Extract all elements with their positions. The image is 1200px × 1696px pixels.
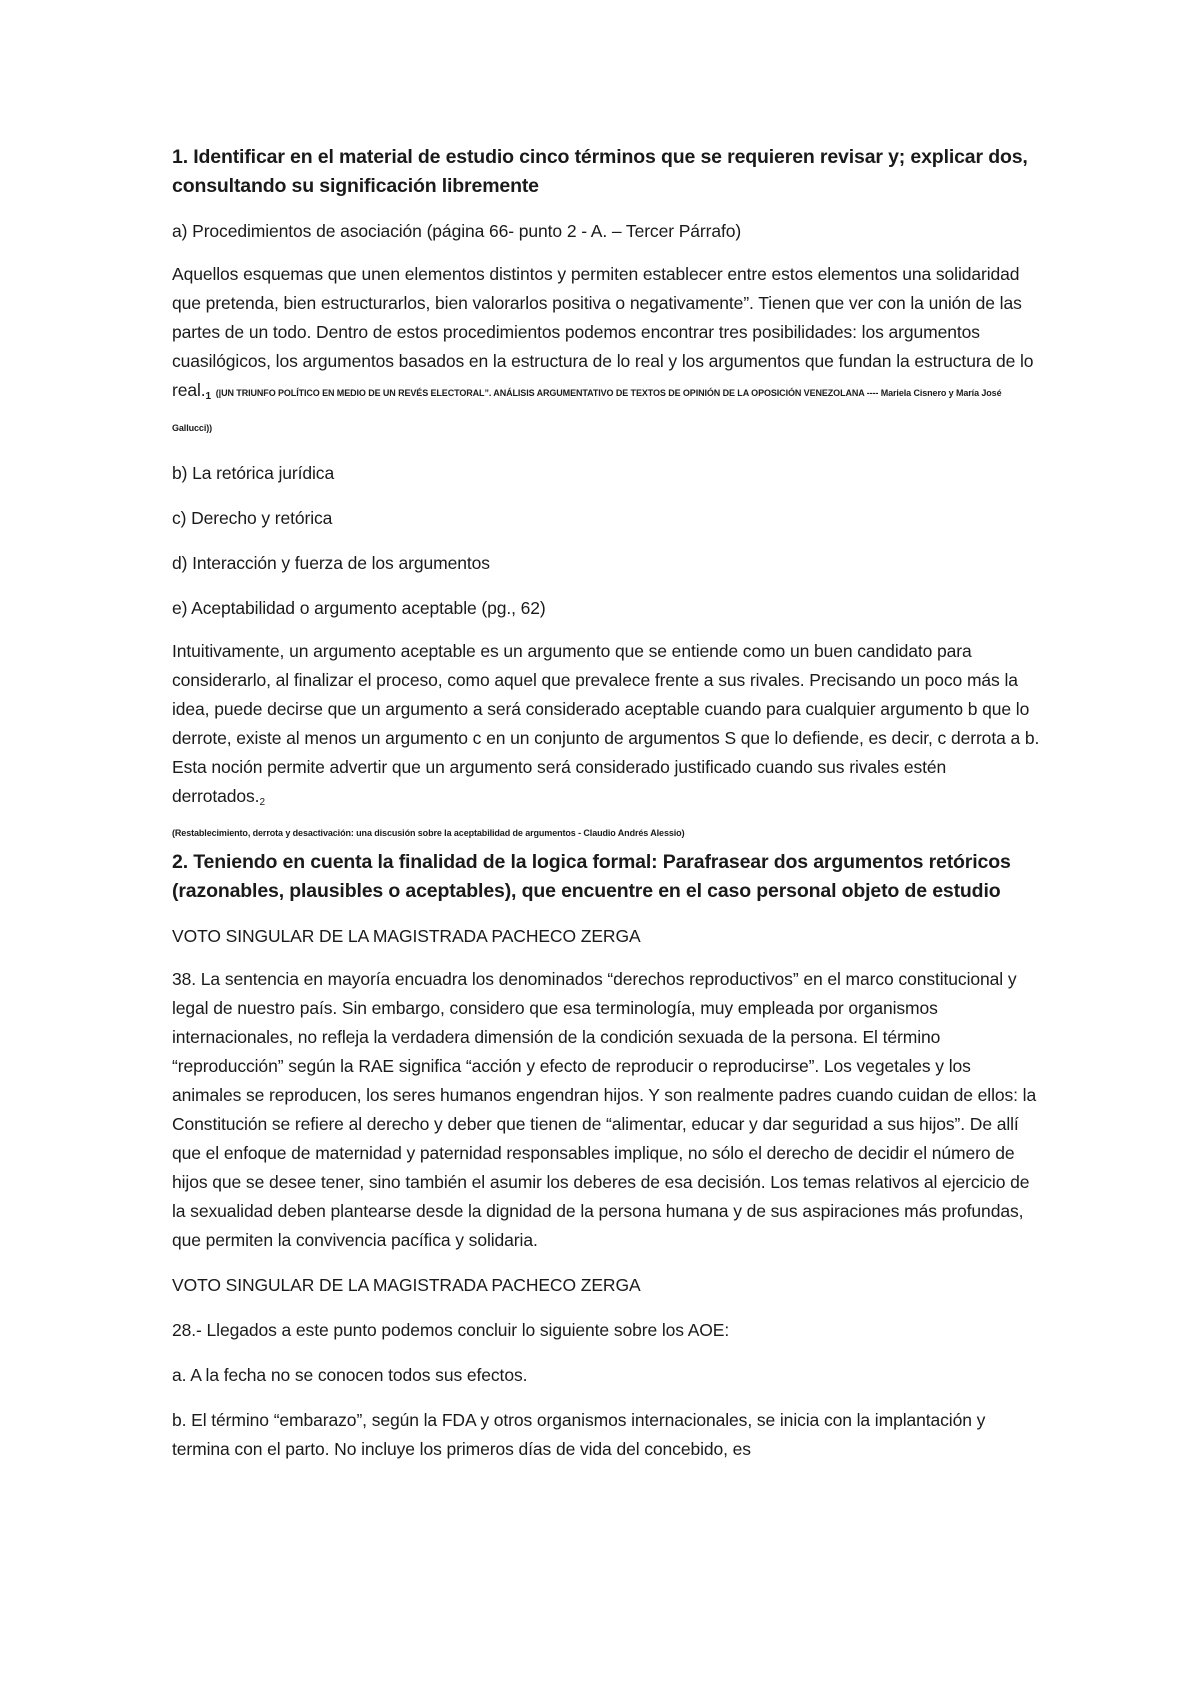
item-e-heading: e) Aceptabilidad o argumento aceptable (pg., 62) [172, 598, 546, 618]
footnote-2-citation: (Restablecimiento, derrota y desactivación: una discusión sobre la aceptabilidad de argumentos - Claudio Andrés Alessio) [172, 828, 685, 838]
item-a-body-text: Aquellos esquemas que unen elementos distintos y permiten establecer entre estos elementos una solidaridad que pretenda, bien estructurarlos, bien valorarlos positiva o negativamente”. Tienen que ver con la unión de las partes de un todo. Dentro de estos procedimientos podemos encontrar tres posibilidades: los argumentos cuasilógicos, los argumentos basados en la estructura de lo real y los argumentos que fundan la estructura de lo real. [172, 264, 1034, 400]
item-d-heading: d) Interacción y fuerza de los argumentos [172, 553, 490, 573]
item-e-body [172, 637, 1042, 817]
item-c-heading: c) Derecho y retórica [172, 508, 333, 528]
item-a-body [172, 260, 1042, 443]
question-2-title: 2. Teniendo en cuenta la finalidad de la logica formal: Parafrasear dos argumentos retóricos (razonables, plausibles o aceptables), que encuentre en el caso personal objeto de estudio [172, 851, 1011, 902]
vote-1-body: 38. La sentencia en mayoría encuadra los denominados “derechos reproductivos” en el marco constitucional y legal de nuestro país. Sin embargo, considero que esa terminología, muy empleada por organismos internacionales, no refleja la verdadera dimensión de la condición sexuada de la persona. El término “reproducción” según la RAE significa “acción y efecto de reproducir o reproducirse”. Los vegetales y los animales se reproducen, los seres humanos engendran hijos. Y son realmente padres cuando cuidan de ellos: la Constitución se refiere al derecho y deber que tienen de “alimentar, educar y dar seguridad a sus hijos”. De allí que el enfoque de maternidad y paternidad responsables implique, no sólo el derecho de decidir el número de hijos que se desee tener, sino también el asumir los deberes de esa decisión. Los temas relativos al ejercicio de la sexualidad deben plantearse desde la dignidad de la persona humana y de sus aspiraciones más profundas, que permiten la convivencia pacífica y solidaria. [172, 969, 1037, 1250]
vote-2-point-b: b. El término “embarazo”, según la FDA y otros organismos internacionales, se inicia con la implantación y termina con el parto. No incluye los primeros días de vida del concebido, es [172, 1410, 986, 1459]
footnote-1-mark: 1 [205, 391, 212, 402]
footnote-1-citation: (|UN TRIUNFO POLÍTICO EN MEDIO DE UN REVÉS ELECTORAL”. ANÁLISIS ARGUMENTATIVO DE TEXTOS DE OPINIÓN DE LA OPOSICIÓN VENEZOLANA ---- Mariela Cisnero y María José Gallucci)) [172, 388, 1002, 433]
item-a-heading: a) Procedimientos de asociación (página 66- punto 2 - A. – Tercer Párrafo) [172, 221, 742, 241]
footnote-2-mark: 2 [259, 797, 265, 808]
question-1-title: 1. Identificar en el material de estudio cinco términos que se requieren revisar y; explicar dos, consultando su significación libremente [172, 146, 1028, 197]
vote-2-intro: 28.- Llegados a este punto podemos concluir lo siguiente sobre los AOE: [172, 1320, 730, 1340]
vote-2-heading: VOTO SINGULAR DE LA MAGISTRADA PACHECO ZERGA [172, 1275, 641, 1295]
document-content [172, 143, 1042, 1464]
item-e-body-text: Intuitivamente, un argumento aceptable es un argumento que se entiende como un buen candidato para considerarlo, al finalizar el proceso, como aquel que prevalece frente a sus rivales. Precisando un poco más la idea, puede decirse que un argumento a será considerado aceptable cuando para cualquier argumento b que lo derrote, existe al menos un argumento c en un conjunto de argumentos S que lo defiende, es decir, c derrota a b. Esta noción permite advertir que un argumento será considerado justificado cuando sus rivales estén derrotados. [172, 641, 1040, 806]
vote-2-point-a: a. A la fecha no se conocen todos sus efectos. [172, 1365, 528, 1385]
item-b-heading: b) La retórica jurídica [172, 463, 335, 483]
vote-1-heading: VOTO SINGULAR DE LA MAGISTRADA PACHECO ZERGA [172, 926, 641, 946]
